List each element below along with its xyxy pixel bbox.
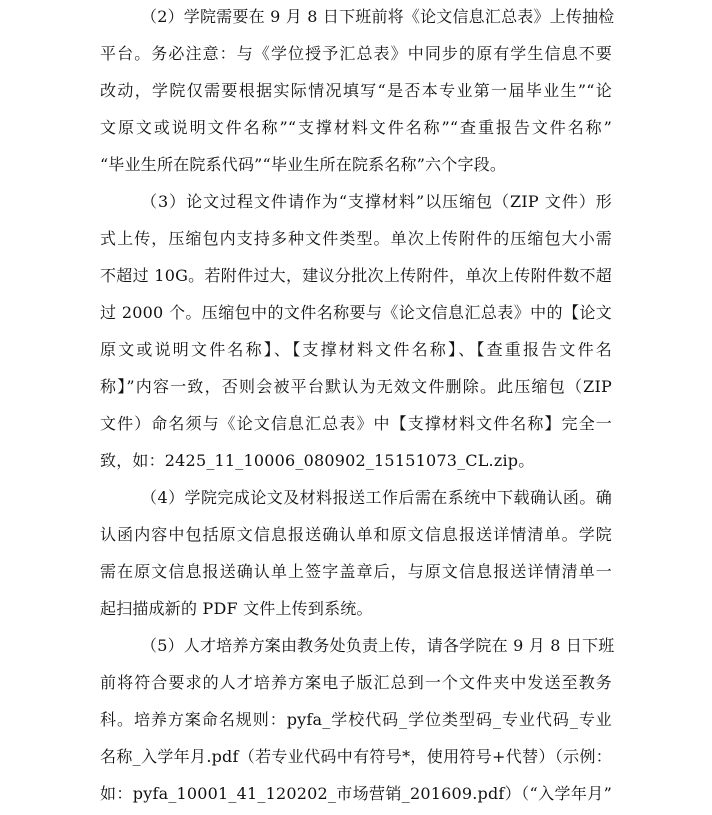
paragraph-line: 不超过 10G。若附件过大，建议分批次上传附件，单次上传附件数不超 xyxy=(100,266,612,285)
paragraph-line: 文件）命名须与《论文信息汇总表》中【支撑材料文件名称】完全一 xyxy=(100,414,612,433)
paragraph-line: 前将符合要求的人才培养方案电子版汇总到一个文件夹中发送至教务 xyxy=(100,673,612,692)
paragraph-line: 如：pyfa_10001_41_120202_市场营销_201609.pdf）（“入学年月” xyxy=(100,784,612,803)
paragraph-line: 名称_入学年月.pdf（若专业代码中有符号*，使用符号+代替）（示例： xyxy=(100,747,612,766)
paragraph-line: 起扫描成新的 PDF 文件上传到系统。 xyxy=(100,599,373,618)
paragraph-line: 式上传，压缩包内支持多种文件类型。单次上传附件的压缩包大小需 xyxy=(100,229,612,248)
paragraph-line: 需在原文信息报送确认单上签字盖章后，与原文信息报送详情清单一 xyxy=(100,562,612,581)
paragraph-line: 改动，学院仅需要根据实际情况填写“是否本专业第一届毕业生”“论 xyxy=(100,81,612,100)
paragraph-line: 称】”内容一致，否则会被平台默认为无效文件删除。此压缩包（ZIP xyxy=(100,377,612,396)
paragraph-line: 致，如：2425_11_10006_080902_15151073_CL.zip。 xyxy=(100,451,535,470)
paragraph-line: 文原文或说明文件名称”“支撑材料文件名称”“查重报告文件名称” xyxy=(100,118,612,137)
paragraph-line: 认函内容中包括原文信息报送确认单和原文信息报送详情清单。学院 xyxy=(100,525,612,544)
paragraph-line: “毕业生所在院系代码”“毕业生所在院系名称”六个字段。 xyxy=(100,155,507,174)
paragraph-line: 原文或说明文件名称】、【支撑材料文件名称】、【查重报告文件名 xyxy=(100,340,612,359)
paragraph-line: （4）学院完成论文及材料报送工作后需在系统中下载确认函。确 xyxy=(141,488,612,507)
paragraph-line: （2）学院需要在 9 月 8 日下班前将《论文信息汇总表》上传抽检 xyxy=(141,7,615,26)
paragraph-line: 平台。务必注意：与《学位授予汇总表》中同步的原有学生信息不要 xyxy=(100,44,612,63)
paragraph-line: （3）论文过程文件请作为“支撑材料”以压缩包（ZIP 文件）形 xyxy=(141,192,612,211)
paragraph-line: 科。培养方案命名规则：pyfa_学校代码_学位类型码_专业代码_专业 xyxy=(100,710,612,729)
paragraph-line: （5）人才培养方案由教务处负责上传，请各学院在 9 月 8 日下班 xyxy=(141,636,615,655)
paragraph-line: 过 2000 个。压缩包中的文件名称要与《论文信息汇总表》中的【论文 xyxy=(100,303,612,322)
